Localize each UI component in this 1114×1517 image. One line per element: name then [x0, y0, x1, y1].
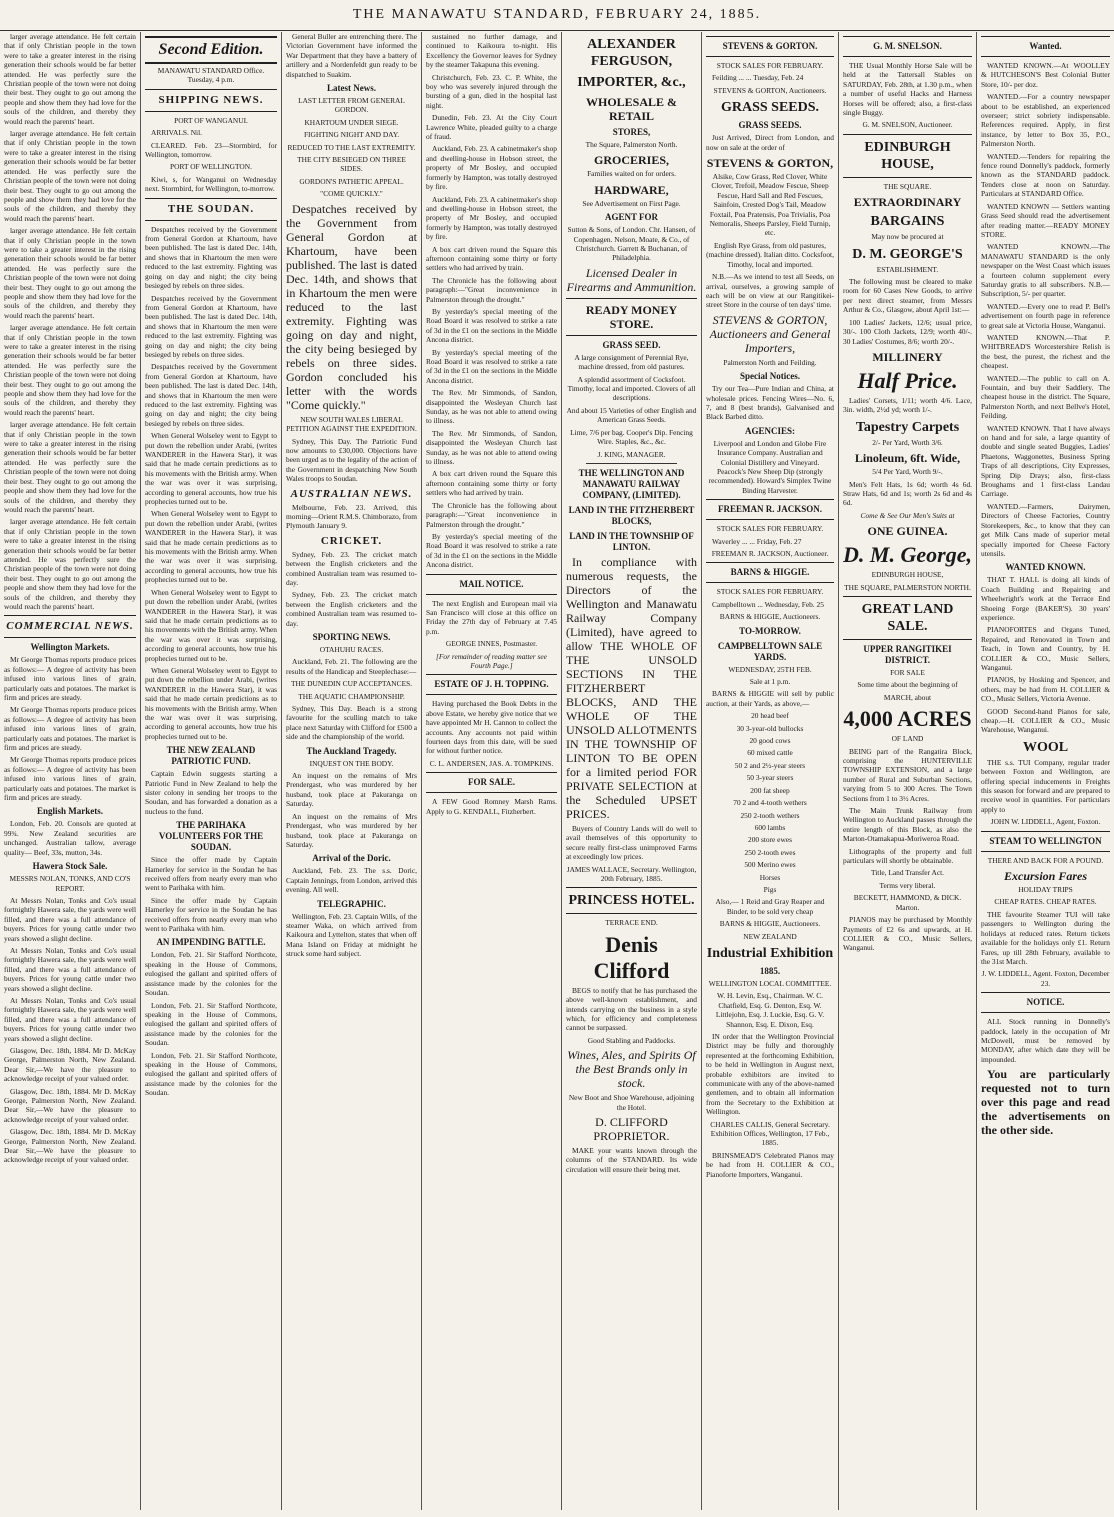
article-text: larger average attendance. He felt certain that if only Christian people in the town were to take a greater interest in the rising generation their schools would be far better attended. He was perfectly sure the Christian people of the town were not doing their best. They ought to go out among the people and show them they had love for the souls of the children, and thereby they would reach the parents' heart. — [4, 323, 136, 417]
section-title: COMMERCIAL NEWS. — [4, 615, 136, 638]
headline: LAST LETTER FROM GENERAL GORDON. — [298, 96, 405, 115]
address: Palmerston North and Feilding. — [723, 357, 817, 367]
headline: "COME QUICKLY." — [320, 189, 383, 199]
classified-ad: GOOD Second-hand Pianos for sale, cheap.—H. COLLIER & CO., Music Warehouse, Wanganui. — [981, 706, 1110, 735]
ad-text: NEW ZEALAND — [743, 931, 797, 941]
notice-text: A FEW Good Romney Marsh Rams. Apply to G. KENDALL, Fitzherbert. — [426, 797, 557, 816]
list-item: 250 2-tooth ewes — [744, 847, 796, 857]
article-text: At Messrs Nolan, Tonks and Co's usual fortnightly Hawera sale, the yards were well filled, and there was a full attendance of buyers. Prices for young cattle under two years showed a slight decline. — [4, 995, 136, 1043]
list-item: 50 3-year steers — [746, 773, 794, 783]
advertiser-name: STEVENS & GORTON, — [706, 156, 834, 171]
list-item: 60 mixed cattle — [747, 748, 793, 758]
classified-ad: THE favourite Steamer TUI will take passengers to Wellington during the holidays at reduced rates. Return tickets available for the holidays only £1. Return Fares, up till 28th February, available to the 31st March. — [981, 909, 1110, 966]
column-rule — [281, 32, 282, 1510]
ad-text: TERRACE END. — [605, 918, 658, 928]
article-text: A box cart driven round the Square this afternoon containing some thirty or forty settlers who had arrived by train. — [426, 469, 557, 498]
article-text: London, Feb. 20. Consols are quoted at 99¾. New Zealand securities are unchanged. Australian tallow, average quality— Beef, 33s, mutton, 34s. — [4, 819, 136, 857]
ad-text: THERE AND BACK FOR A POUND. — [987, 855, 1104, 865]
ad-text: STOCK SALES FOR FEBRUARY. — [716, 587, 824, 597]
section-title: THE NEW ZEALAND PATRIOTIC FUND. — [166, 745, 256, 767]
ad-text: The Main Trunk Railway from Wellington to Auckland passes through the entire length of this Block, as also the Marton-Otamakapua-Moriweroa Road. — [843, 806, 972, 844]
article-text: Auckland, Feb. 23. A cabinetmaker's shop and dwelling-house in Hobson street, the property of Mr Bosley, and occupied formerly by Hampton, was totally destroyed by fire. — [426, 144, 557, 192]
ad-text: Ladies' Corsets, 1/11; worth 4/6. Lace, 3in. width, 2½d yd; worth 1/-. — [843, 395, 972, 415]
article-text: Captain Edwin suggests starting a Patriotic Fund in New Zealand to help the sister colony in sending her troops to the Soudan, and has forwarded a donation as a nucleus to the fund. — [145, 769, 277, 816]
ad-text: Men's Felt Hats, 1s 6d; worth 4s 6d. Straw Hats, 6d and 1s; worth 2s 6d and 4s 6d. — [843, 479, 972, 508]
article-text: Despatches received by the Government from General Gordon at Khartoum, have been published. The last is dated Dec. 14th, and shows that in Khartoum the men were reduced to the last extremity. Fighting was going on day and night, the city being besieged by rebels on three sides. Gordon concluded his letter with the words "Come quickly." — [286, 201, 417, 412]
article-text: Auckland, Feb. 21. The following are the results of the Handicap and Steeplechase:— — [286, 657, 417, 676]
article-text: By yesterday's special meeting of the Road Board it was resolved to strike a rate of 3d in the £1 on the sections in the Middle Ancona district. — [426, 347, 557, 385]
article-text: The Rev. Mr Simmonds, of Sandon, disappointed the Wesleyan Church last Sunday, as he was not able to attend owing to illness. — [426, 428, 557, 467]
column-3 — [286, 32, 417, 1510]
list-item: 600 lambs — [754, 822, 786, 832]
ad-heading: WHOLESALE & RETAIL — [585, 95, 678, 123]
section-title: Arrival of the Doric. — [312, 853, 391, 864]
ad-text: And about 15 Varieties of other English and American Grass Seeds. — [566, 405, 697, 425]
advertiser-name: D. M. GEORGE'S — [852, 246, 963, 262]
article-text: Wellington, Feb. 23. Captain Wills, of the steamer Waka, on which arrived from Kaikoura and Lyttelton, states that when off Mana Island on Friday at midnight he struck some hard subject. — [286, 911, 417, 959]
article-text: sustained no further damage, and continued to Kaikoura to-night. His Excellency the Governor leaves for Sydney by the steamer Takapuna this evening. — [426, 32, 557, 70]
headline: THE DUNEDIN CUP ACCEPTANCES. — [290, 679, 413, 689]
section-title: SHIPPING NEWS. — [145, 89, 277, 112]
article-text: Melbourne, Feb. 23. Arrived, this morning—Orient R.M.S. Chimborazo, from Plymouth January 9. — [286, 502, 417, 531]
list-item: 20 good cows — [749, 736, 791, 746]
signature: CHARLES CALLIS, General Secretary. Exhibition Offices, Wellington, 17 Feb., 1885. — [710, 1119, 830, 1148]
headline: KHARTOUM UNDER SIEGE. — [304, 117, 399, 127]
headline: REDUCED TO THE LAST EXTREMITY. — [287, 142, 416, 152]
office-line: MANAWATU STANDARD Office. Tuesday, 4 p.m. — [157, 66, 265, 85]
column-rule — [701, 32, 702, 1510]
continued-note: [For remainder of reading matter see Fourth Page.] — [436, 651, 547, 670]
ad-heading: MILLINERY — [872, 349, 943, 364]
ad-heading: TO-MORROW. — [739, 625, 801, 636]
signature: C. L. ANDERSEN, JAS. A. TOMPKINS. — [429, 758, 554, 768]
ad-heading: FREEMAN R. JACKSON. — [706, 499, 834, 520]
signature: JOHN W. LIDDELL, Agent, Foxton. — [990, 817, 1101, 827]
ad-text: Just Arrived, Direct from London, and now on sale at the order of — [706, 133, 834, 152]
ad-text: Also,— 1 Reid and Gray Reaper and Binder, to be sold very cheap — [715, 897, 825, 916]
ad-text: Sale at 1 p.m. — [749, 677, 791, 687]
notice-text: Having purchased the Book Debts in the above Estate, we hereby give notice that we have appointed Mr H. Cannon to collect the accounts. Any accounts not paid within fourteen days from this date, will be sued for without further notice. — [426, 699, 557, 756]
article-text: Mr George Thomas reports produce prices as follows:— A degree of activity has been infused into various lines of grain, particularly oats and potatoes. The market is firm and prices are steady. — [4, 655, 136, 702]
column-1 — [4, 32, 136, 1510]
list-item: 200 store ewes — [748, 835, 792, 845]
section-title: CRICKET. — [320, 534, 383, 547]
column-rule — [140, 32, 141, 1510]
article-text: Mr George Thomas reports produce prices as follows:— A degree of activity has been infused into various lines of grain, particularly oats and potatoes. The market is firm and prices are steady. — [4, 755, 136, 803]
advertiser-name: EDINBURGH HOUSE, — [843, 134, 972, 178]
article-text: Glasgow, Dec. 18th, 1884. Mr D. McKay George, Palmerston North, New Zealand. Dear Sir,—We have the pleasure to acknowledge receipt of your valued order. — [4, 1127, 136, 1165]
list-item: 70 2 and 4-tooth wethers — [733, 798, 807, 808]
advertiser-name: ALEXANDER FERGUSON, — [587, 37, 676, 69]
port-title: PORT OF WELLINGTON. — [170, 162, 252, 172]
classified-ad: WANTED KNOWN. That I have always on hand and for sale, a large quantity of double and single seated Buggies, Ladies' Phaetons, Waggonettes, Business Spring Traps of all descriptions, City Expresses, Spring Dip Drays; also, first-class Broughams and 1 first-class Landau Carriage. — [981, 423, 1110, 499]
list-item: Pigs — [763, 884, 777, 894]
article-text: Glasgow, Dec. 18th, 1884. Mr D. McKay George, Palmerston North, New Zealand. Dear Sir,—We have the pleasure to acknowledge receipt of your valued order. — [4, 1046, 136, 1084]
article-text: At Messrs Nolan, Tonks and Co's usual fortnightly Hawera sale, the yards were well filled, and there was a full attendance of buyers. Prices for young cattle under two years showed a slight decline. — [4, 895, 136, 943]
article-text: A box cart driven round the Square this afternoon containing some thirty or forty settlers who had arrived by train. — [426, 244, 557, 273]
section-title: THE SOUDAN. — [145, 198, 277, 221]
ad-text: BRINSMEAD'S Celebrated Pianos may be had from H. COLLIER & CO., Pianoforte Importers, Wanganui. — [706, 1150, 834, 1179]
ad-heading: BARGAINS — [870, 214, 945, 230]
ad-heading: Industrial Exhibition — [706, 945, 834, 961]
ad-heading: AGENT FOR — [604, 212, 659, 223]
ad-text: WEDNESDAY, 25TH FEB. — [728, 664, 812, 674]
masthead: THE MANAWATU STANDARD, FEBRUARY 24, 1885. — [0, 0, 1114, 31]
ad-text: N.B.—As we intend to test all Seeds, on arrival, ourselves, a growing sample of each will be on view at our Rangitikei-street Store in the course of ten days' time. — [706, 272, 834, 310]
advertiser-name: STEVENS & GORTON, Auctioneers and General Importers, — [709, 312, 831, 355]
ad-text: May now be procured at — [871, 232, 944, 242]
section-title: NOTICE. — [981, 992, 1110, 1013]
ad-text: Some time about the beginning of — [857, 680, 958, 690]
ad-text: ESTABLISHMENT. — [876, 264, 939, 274]
column-4 — [426, 32, 557, 1510]
shipping-text: CLEARED. Feb. 23—Stormbird, for Wellington, tomorrow. — [145, 140, 277, 160]
ad-text: 2/- Per Yard, Worth 3/6. — [872, 437, 943, 447]
ad-text: W. H. Levin, Esq., Chairman. W. C. Chatfield, Esq. G. Denton, Esq. W. Littlejohn, Esq. J. Luckie, Esq. G. V. Shannon, Esq. E. Dixon, Esq. — [715, 991, 825, 1029]
ad-text: Sutton & Sons, of London. Chr. Hansen, of Copenhagen. Nelson, Moate, & Co., of Christchurch. Garrett & Buchanan, of Philadelphia. — [567, 225, 696, 263]
ad-text: Alsike, Cow Grass, Red Clover, White Clover, Trefoil, Meadow Fescue, Sheep Fescue, Hard Sall and Red Fescues, Sainfoin, Crested Dog's Tail, Meadow Foxtail, Poa Pratensis, Poa Trivialis, Poa Nemoralis, Sheeps Parsley, Field Turnip, etc. — [709, 172, 831, 238]
article-text: larger average attendance. He felt certain that if only Christian people in the town were to take a greater interest in the rising generation their schools would be far better attended. He was perfectly sure the Christian people of the town were not doing their best. They ought to go out among the people and show them they had love for the souls of the children, and thereby they would reach the parents' heart. — [4, 517, 136, 611]
headline: NEW SOUTH WALES LIBERAL PETITION AGAINST THE EXPEDITION. — [286, 414, 417, 434]
article-text: The Chronicle has the following about paragraph:—"Great inconvenience in Palmerston through the drought." — [426, 275, 557, 304]
section-title: ESTATE OF J. H. TOPPING. — [426, 674, 557, 695]
section-title: AGENCIES: — [744, 425, 795, 436]
ad-text: Campbelltown ... Wednesday, Feb. 25 — [712, 599, 824, 609]
article-text: When General Wolseley went to Egypt to put down the rebellion under Arabi, (writes WANDERER in the Hawera Star), it was said that he made certain predictions as to his movements with the British army. When the war was over it was surprising, according to general accounts, how true his prophecies turned out to be. — [145, 509, 277, 585]
article-text: By yesterday's special meeting of the Road Board it was resolved to strike a rate of 3d in the £1 on the sections in the Middle Ancona district. — [426, 306, 557, 345]
ad-heading: LAND IN THE FITZHERBERT BLOCKS, — [568, 504, 695, 526]
article-text: General Buller are entrenching there. The Victorian Government have informed the War Department that they have a battery of artillery and a Nordenfeldt gun ready to be dispatched to Suakim. — [286, 32, 417, 79]
column-2 — [145, 32, 277, 1510]
ad-heading: GRASS SEED. — [602, 339, 661, 350]
ad-text: WELLINGTON LOCAL COMMITTEE. — [708, 978, 832, 988]
ad-heading: EXTRAORDINARY — [853, 195, 962, 210]
ad-heading: G. M. SNELSON. — [843, 36, 972, 57]
ad-heading: BARNS & HIGGIE. — [706, 562, 834, 583]
ad-heading: GRASS SEEDS. — [720, 100, 820, 116]
section-title: THE PARIHAKA VOLUNTEERS FOR THE SOUDAN. — [158, 820, 264, 853]
ad-text: A splendid assortment of Cocksfoot. Timothy, local and imported. Clovers of all descriptions. — [567, 374, 696, 403]
address: THE SQUARE, PALMERSTON NORTH. — [844, 582, 971, 592]
shipping-text: Kiwi, s, for Wanganui on Wednesday next. Stormbird, for Wellington, to-morrow. — [145, 174, 277, 194]
ad-heading: GROCERIES, — [593, 153, 670, 168]
classified-ad: WANTED KNOWN.—At WOOLLEY & HUTCHESON'S Best Colonial Butter Store, 10/- per doz. — [981, 61, 1110, 89]
ad-heading: THE WELLINGTON AND MANAWATU RAILWAY COMPANY, (LIMITED). — [578, 467, 685, 500]
address: The Square, Palmerston North. — [585, 140, 678, 149]
section-title: AN IMPENDING BATTLE. — [156, 937, 266, 948]
article-text: larger average attendance. He felt certain that if only Christian people in the town were to take a greater interest in the rising generation their schools would be far better attended. He was perfectly sure the Christian people of the town were not doing their best. They ought to go out among the people and show them they had love for the souls of the children, and thereby they would reach the parents' heart. — [4, 32, 136, 126]
ad-heading: GRASS SEEDS. — [738, 120, 802, 131]
headline: FIGHTING NIGHT AND DAY. — [303, 130, 400, 140]
ad-heading: ONE GUINEA. — [867, 524, 948, 539]
classified-ad: THAT T. HALL is doing all kinds of Coach Building and Repairing and Wheelwright's work at the Terrace End Shoeing Forge (BAKER'S). 30 years' experience. — [981, 575, 1110, 622]
advertiser-name: Denis Clifford — [593, 931, 670, 983]
section-title: WANTED KNOWN. — [1005, 562, 1086, 573]
ad-text: Come & See Our Men's Suits at — [860, 510, 955, 520]
article-text: Auckland, Feb. 23. The s.s. Doric, Captain Jennings, from London, arrived this evening. All well. — [286, 866, 417, 895]
column-5 — [566, 32, 697, 1510]
article-text: Christchurch, Feb. 23. C. P. White, the boy who was severely injured through the bursting of a gun, died in the hospital last night. — [426, 72, 557, 110]
article-text: Sydney, This Day. The Patriotic Fund now amounts to £30,000. Objections have been urged as to the legality of the action of the Government in despatching New South Wales troops to Soudan. — [286, 436, 417, 484]
ad-text: The following must be cleared to make room for 60 Cases New Goods, to arrive per next direct steamer, from Messrs Arthur & Co., Glasgow, about April 1st:— — [843, 277, 972, 315]
headline: GORDON'S PATHETIC APPEAL. — [299, 176, 404, 186]
ad-text: Good Stabling and Paddocks. — [587, 1035, 676, 1045]
article-text: larger average attendance. He felt certain that if only Christian people in the town were to take a greater interest in the rising generation their schools would be far better attended. He was perfectly sure the Christian people of the town were not doing their best. They ought to go out among the people and show them they had love for the souls of the children, and thereby they would reach the parents' heart. — [4, 226, 136, 320]
article-text: An inquest on the remains of Mrs Prendergast, who was murdered by her husband, took place at Pakuranga on Saturday. — [286, 771, 417, 809]
section-title: Hawera Stock Sale. — [32, 861, 108, 872]
classified-ad: WANTED.—The public to call on A. Fountain, and buy their Saddlery. The cheapest house in the district. The Square, Palmerston North, and next Bellve's Hotel, Feilding. — [981, 373, 1110, 421]
divider — [586, 463, 677, 464]
ad-text: In compliance with numerous requests, the Directors of the Wellington and Manawatu Railway Company (Limited), have agreed to allow THE WHOLE OF THE UNSOLD SECTIONS IN THE FITZHERBERT BLOCKS, AND THE WHOLE OF THE UNSOLD ALLOTMENTS IN THE TOWNSHIP OF LINTON TO BE OPEN for a limited period FOR PRIVATE SELECTION at the Scheduled UPSET PRICES. — [566, 554, 697, 821]
ad-heading: CAMPBELLTOWN SALE YARDS. — [717, 640, 823, 662]
ad-text: BEING part of the Rangatira Block, comprising the HUNTERVILLE TOWNSHIP EXTENSION, and a large number of Rural and Suburban Sections, varying from 5 to 300 Acres. The Town Sections from 1 to 3½ Acres. — [843, 746, 972, 803]
article-text: Sydney, Feb. 23. The cricket match between the English cricketers and the combined Australian team was resumed to-day. — [286, 590, 417, 628]
ad-text: Buyers of Country Lands will do well to avail themselves of this opportunity to secure really first-class unimproved Farms at exceedingly low prices. — [566, 823, 697, 862]
article-text: Despatches received by the Government from General Gordon at Khartoum, have been published. The last is dated Dec. 14th, and shows that in Khartoum the men were reduced to the last extremity. Fighting was going on day and night; the city being besieged by rebels on three sides. — [145, 224, 277, 291]
ad-text: STOCK SALES FOR FEBRUARY. — [716, 524, 824, 534]
section-title: English Markets. — [36, 806, 103, 817]
section-title: SPORTING NEWS. — [312, 632, 391, 642]
signature: STEVENS & GORTON, Auctioneers. — [713, 85, 827, 95]
column-rule — [838, 32, 839, 1510]
list-item: 30 3-year-old bullocks — [736, 723, 804, 733]
signature: BARNS & HIGGIE, Auctioneers. — [719, 919, 821, 929]
ad-text: PIANOS may be purchased by Monthly Payments of £2 6s and upwards, at H. COLLIER & CO., Music Sellers, Wanganui. — [843, 915, 972, 953]
ad-text: STOCK SALES FOR FEBRUARY. — [716, 61, 824, 70]
ad-heading: Tapestry Carpets — [855, 419, 960, 435]
article-text: London, Feb. 21. Sir Stafford Northcote, speaking in the House of Commons, eulogised the gallant and spirited offers of assistance made by the colonies for the Soudan. — [145, 1050, 277, 1098]
article-text: Despatches received by the Government from General Gordon at Khartoum, have been published. The last is dated Dec. 14th, and shows that in Khartoum the men were reduced to the last extremity. Fighting was going on day and night; the city being besieged by rebels on three sides. — [145, 362, 277, 428]
article-text: An inquest on the remains of Mrs Prendergast, who was murdered by her husband, took place at Pakuranga on Saturday. — [286, 811, 417, 849]
ad-text: Lithographs of the property and full particulars will shortly be obtainable. — [843, 846, 972, 866]
ad-text: Wines, Ales, and Spirits Of the Best Brands only in stock. — [567, 1048, 696, 1091]
ad-text: MAKE your wants known through the columns of the STANDARD. Its wide circulation will ensure their being met. — [566, 1146, 697, 1174]
section-title: Wellington Markets. — [30, 642, 110, 653]
list-item: 250 2-tooth wethers — [740, 810, 800, 820]
signature: J. KING, MANAGER. — [597, 449, 666, 459]
section-title: FOR SALE. — [426, 772, 557, 793]
address: EDINBURGH HOUSE, — [871, 570, 944, 580]
classified-ad: ALL Stock running in Donnelly's paddock, lately in the occupation of Mr McDowell, must be removed by MONDAY, after which date they will be impounded. — [981, 1017, 1110, 1064]
classified-ad: PIANOS, by Hosking and Spencer, and others, may be had from H. COLLIER & CO., Music Sellers, Victoria Avenue. — [981, 675, 1110, 704]
ad-text: Try our Tea—Pure Indian and China, at wholesale prices. Fencing Wires—No. 6, 7, and 8 (best brands), Galvanised and Black Barbed ditto. — [706, 384, 834, 422]
ad-text: FOR SALE — [890, 667, 925, 677]
ad-heading: 4,000 ACRES — [843, 706, 972, 732]
second-edition-title: Second Edition. — [145, 36, 277, 64]
ad-text: See Advertisement on First Page. — [582, 198, 681, 208]
ad-text: BARNS & HIGGIE will sell by public auction, at their Yards, as above,— — [706, 689, 834, 708]
ad-text: 5/4 Per Yard, Worth 9/-. — [872, 467, 943, 477]
headline: THE CITY BESIEGED ON THREE SIDES. — [297, 155, 406, 174]
signature: GEORGE INNES, Postmaster. — [445, 639, 538, 649]
classified-ad: THE s.s. TUI Company, regular trader between Foxton and Wellington, are offering special inducements in Freights this season for forward and are prepared to receive wool in quantities. For particulars apply to — [981, 757, 1110, 814]
article-text: Despatches received by the Government from General Gordon at Khartoum, have been published. The last is dated Dec. 14th, and shows that in Khartoum the men were reduced to the last extremity. Fighting was going on day and night; the city being besieged by rebels on three sides. — [145, 293, 277, 359]
signature: D. CLIFFORD PROPRIETOR. — [593, 1115, 670, 1143]
section-title: The Auckland Tragedy. — [306, 745, 397, 756]
section-title: AUSTRALIAN NEWS. — [290, 487, 413, 500]
section-title: TELEGRAPHIC. — [317, 898, 386, 909]
list-item: 20 head beef — [751, 711, 789, 721]
signature: BECKETT, HAMMOND, & DICK. Marton. — [853, 893, 962, 912]
headline: THE AQUATIC CHAMPIONSHIP. — [298, 691, 405, 701]
ad-heading: HARDWARE, — [594, 182, 669, 197]
article-text: Sydney, This Day. Beach is a strong favourite for the sculling match to take place next Saturday with Clifford for £500 a side and the championship of the world. — [286, 704, 417, 742]
signature: G. M. SNELSON, Auctioneer. — [862, 120, 953, 130]
ad-text: New Boot and Shoe Warehouse, adjoining the Hotel. — [568, 1093, 695, 1112]
ad-text: THE Usual Monthly Horse Sale will be held at the Tattersall Stables on SATURDAY, Feb. 28th, at 1.30 p.m., when a number of useful Hacks and Harness Horses will be offered; also, a first-class single Buggy. — [843, 61, 972, 118]
ad-text: Waverley ... ... Friday, Feb. 27 — [712, 536, 802, 546]
ad-heading: WOOL — [1022, 739, 1069, 755]
classified-ad: WANTED.—For a country newspaper about to be established, an experienced overseer; strict sobriety indispensable. References required. Apply, in first instance, by letter to Box 35, P.O., Palmerston North. — [981, 92, 1110, 149]
ad-text: CHEAP RATES. CHEAP RATES. — [994, 897, 1097, 907]
section-title: Special Notices. — [740, 371, 800, 382]
article-text: Since the offer made by Captain Hamerley for service in the Soudan he has received offers from nearly every man who went to Parihaka with him. — [145, 855, 277, 893]
ad-text: Liverpool and London and Globe Fire Insurance Company. Australian and Colonial Distillery and Vineyard. Peacock's New Sheep Dip (strongly recommended). Howard's Simplex Twine Binding Harvester. — [708, 438, 832, 495]
article-text: larger average attendance. He felt certain that if only Christian people in the town were to take a greater interest in the rising generation their schools would be far better attended. He was perfectly sure the Christian people of the town were not doing their best. They ought to go out among the people and show them they had love for the souls of the children, and thereby they would reach the parents' heart. — [4, 129, 136, 223]
classified-ad: WANTED.—Farmers, Dairymen, Directors of Cheese Factories, Country Storekeepers, &c., to know that they can get Milk Cans made of superior metal specially imported for Cheese Factory utensils. — [981, 501, 1110, 558]
address: THE SQUARE. — [883, 181, 932, 191]
classified-ad: WANTED KNOWN.—That P. WHITBREAD'S Worcestershire Relish is the best, the purest, the richest and the cheapest. — [981, 332, 1110, 371]
column-rule — [976, 32, 977, 1510]
notice-text: The next English and European mail via San Francisco will close at this office on Friday the 27th day of February at 7.45 p.m. — [426, 598, 557, 636]
list-item: Horses — [759, 872, 781, 882]
closing-notice: You are particularly requested not to turn over this page and read the advertisements on the other side. — [981, 1067, 1110, 1138]
column-8 — [981, 32, 1110, 1510]
signature: FREEMAN R. JACKSON, Auctioneer. — [711, 549, 829, 558]
article-text: When General Wolseley went to Egypt to put down the rebellion under Arabi, (writes WANDERER in the Hawera Star), it was said that he made certain predictions as to his movements with the British army. When the war was over it was surprising, according to general accounts, how true his prophecies turned out to be. — [145, 665, 277, 741]
ad-text: IN order that the Wellington Provincial District may be fully and thoroughly represented at the forthcoming Exhibition, to be held in Wellington in August next, probable exhibitors are invited to communicate with any of the above-named gentlemen, and to obtain all information from the Secretary to the Exhibition at Wellington. — [706, 1032, 834, 1117]
signature: JAMES WALLACE, Secretary. Wellington, 20th February, 1885. — [566, 864, 697, 883]
ad-text: BEGS to notify that he has purchased the above well-known establishment, and intends carrying on the business in a style which, for efficiency and completeness cannot be surpassed. — [566, 985, 697, 1033]
column-7 — [843, 32, 972, 1510]
ad-text: MARCH, about — [883, 692, 932, 702]
article-text: Since the offer made by Captain Hamerley for service in the Soudan he has received offers from nearly every man who went to Parihaka with him. — [145, 895, 277, 934]
ad-text: Title, Land Transfer Act. — [870, 868, 945, 878]
list-item: 500 Merino ewes — [744, 860, 796, 870]
ad-heading: PRINCESS HOTEL. — [566, 887, 697, 914]
ad-heading: Half Price. — [857, 367, 958, 393]
article-text: larger average attendance. He felt certain that if only Christian people in the town were to take a greater interest in the rising generation their schools would be far better attended. He was perfectly sure the Christian people of the town were not doing their best. They ought to go out among the people and show them they had love for the souls of the children, and thereby they would reach the parents' heart. — [4, 420, 136, 514]
headline: INQUEST ON THE BODY. — [309, 758, 394, 768]
ad-heading: READY MONEY STORE. — [566, 298, 697, 336]
list-item: 50 2 and 2½-year steers — [734, 760, 806, 770]
ad-heading: STEVENS & GORTON. — [706, 36, 834, 57]
ad-text: Terms very liberal. — [879, 880, 936, 890]
ad-text: OF LAND — [891, 734, 924, 744]
article-text: Sydney, Feb. 23. The cricket match between the English cricketers and the combined Australian team was resumed to-day. — [286, 549, 417, 587]
ad-heading: IMPORTER, &c., — [577, 75, 686, 90]
article-text: London, Feb. 21. Sir Stafford Northcote, speaking in the House of Commons, eulogised the gallant and spirited offers of assistance made by the colonies for the Soudan. — [145, 1000, 277, 1048]
classified-ad: WANTED KNOWN.—The MANAWATU STANDARD is the only newspaper on the West Coast which issues a fourteen column supplement every Saturday gratis to all subscribers. N.B.—Subscription, 5/- per quarter. — [981, 242, 1110, 299]
column-rule — [421, 32, 422, 1510]
ad-text: Feilding ... ... Tuesday, Feb. 24 — [712, 73, 804, 83]
ad-text: HOLIDAY TRIPS — [1018, 885, 1073, 895]
article-text: The Rev. Mr Simmonds, of Sandon, disappointed the Wesleyan Church last Sunday, as he was not able to attend owing to illness. — [426, 388, 557, 426]
ad-heading: 1885. — [759, 965, 781, 976]
ad-heading: STORES, — [612, 127, 651, 137]
signature: J. W. LIDDELL, Agent. Foxton, December 23. — [981, 969, 1110, 988]
article-text: When General Wolseley went to Egypt to put down the rebellion under Arabi, (writes WANDERER in the Hawera Star), it was said that he made certain predictions as to his movements with the British army. When the war was over it was surprising, according to general accounts, how true his prophecies turned out to be. — [145, 587, 277, 663]
article-text: At Messrs Nolan, Tonks and Co's usual fortnightly Hawera sale, the yards were well filled, and there was a full attendance of buyers. Prices for young cattle under two years showed a slight decline. — [4, 945, 136, 993]
classified-ad: WANTED KNOWN — Settlers wanting Grass Seed should read the advertisement after reading matter.—READY MONEY STORE. — [981, 201, 1110, 239]
ad-heading: LAND IN THE TOWNSHIP OF LINTON. — [569, 530, 694, 552]
ad-text: Lime, 7/6 per bag. Cooper's Dip. Fencing Wire. Staples, &c., &c. — [570, 427, 693, 447]
article-text: Glasgow, Dec. 18th, 1884. Mr D. McKay George, Palmerston North, New Zealand. Dear Sir,—We have the pleasure to acknowledge receipt of your valued order. — [4, 1086, 136, 1124]
article-text: Auckland, Feb. 23. A cabinetmaker's shop and dwelling-house in Hobson street, the property of Mr Bosley, and occupied formerly by Hampton, was totally destroyed by fire. — [426, 194, 557, 242]
article-text: London, Feb. 21. Sir Stafford Northcote, speaking in the House of Commons, eulogised the gallant and spirited offers of assistance made by the colonies for the Soudan. — [145, 950, 277, 998]
signature: BARNS & HIGGIE, Auctioneers. — [719, 612, 821, 622]
ad-text: 100 Ladies' Jackets, 12/6; usual price, 30/-. 100 Cloth Jackets, 12/9; worth 40/-. 30 Ladies' Costumes, 8/6; worth 20/-. — [843, 317, 972, 346]
section-title: Latest News. — [327, 83, 376, 94]
port-title: PORT OF WANGANUI. — [174, 115, 248, 125]
headline: OTAHUHU RACES. — [319, 645, 384, 654]
advertiser-name: D. M. George, — [843, 542, 972, 568]
shipping-text: ARRIVALS. Nil. — [151, 128, 202, 138]
ad-text: Families waited on for orders. — [587, 169, 676, 179]
column-rule — [561, 32, 562, 1510]
section-title: MAIL NOTICE. — [426, 574, 557, 595]
classified-ad: WANTED.—Every one to read P. Bell's advertisement on fourth page in reference to great sale at Victoria House, Wanganui. — [981, 301, 1110, 330]
ad-text: Licensed Dealer in Firearms and Ammunition. — [566, 265, 697, 294]
article-text: The Chronicle has the following about paragraph:—"Great inconvenience in Palmerston through the drought." — [426, 500, 557, 529]
ad-text: A large consignment of Perennial Rye, machine dressed, from old pastures. — [574, 352, 689, 372]
ad-heading: STEAM TO WELLINGTON — [981, 831, 1110, 852]
ad-heading: Linoleum, 6ft. Wide, — [854, 451, 961, 466]
classified-ad: WANTED.—Tenders for repairing the fence round Donnelly's paddock, formerly known as the STANDARD paddock. Tenders close at noon on Saturday. Particulars at STANDARD Office. — [981, 151, 1110, 199]
article-text: Mr George Thomas reports produce prices as follows:— A degree of activity has been infused into various lines of grain, particularly oats and potatoes. The market is firm and prices are steady. — [4, 705, 136, 753]
article-text: When General Wolseley went to Egypt to put down the rebellion under Arabi, (writes WANDERER in the Hawera Star), it was said that he made certain predictions as to his movements with the British army. When the war was over it was surprising, according to general accounts, how true his prophecies turned out to be. — [145, 431, 277, 507]
section-subtitle: MESSRS NOLAN, TONKS, AND CO'S REPORT. — [9, 874, 131, 893]
ad-text: English Rye Grass, from old pastures, (machine dressed). Italian ditto. Cocksfoot, Timothy, local and imported. — [706, 240, 834, 269]
article-text: Dunedin, Feb. 23. At the City Court Lawrence White, pleaded guilty to a charge of fraud. — [426, 113, 557, 142]
list-item: 200 fat sheep — [750, 785, 790, 795]
article-text: By yesterday's special meeting of the Road Board it was resolved to strike a rate of 3d in the £1 on the sections in the Middle Ancona district. — [426, 531, 557, 570]
column-6 — [706, 32, 834, 1510]
classified-ad: PIANOFORTES and Organs Tuned, Repaired, and Renovated in Town and Teach, in Town and Country, by H. COLLIER & CO., Music Sellers, Wanganui. — [981, 625, 1110, 672]
ad-heading: GREAT LAND SALE. — [843, 596, 972, 640]
ad-heading: Excursion Fares — [1003, 869, 1088, 884]
ad-heading: UPPER RANGITIKEI DISTRICT. — [863, 643, 952, 665]
section-title: Wanted. — [981, 36, 1110, 57]
